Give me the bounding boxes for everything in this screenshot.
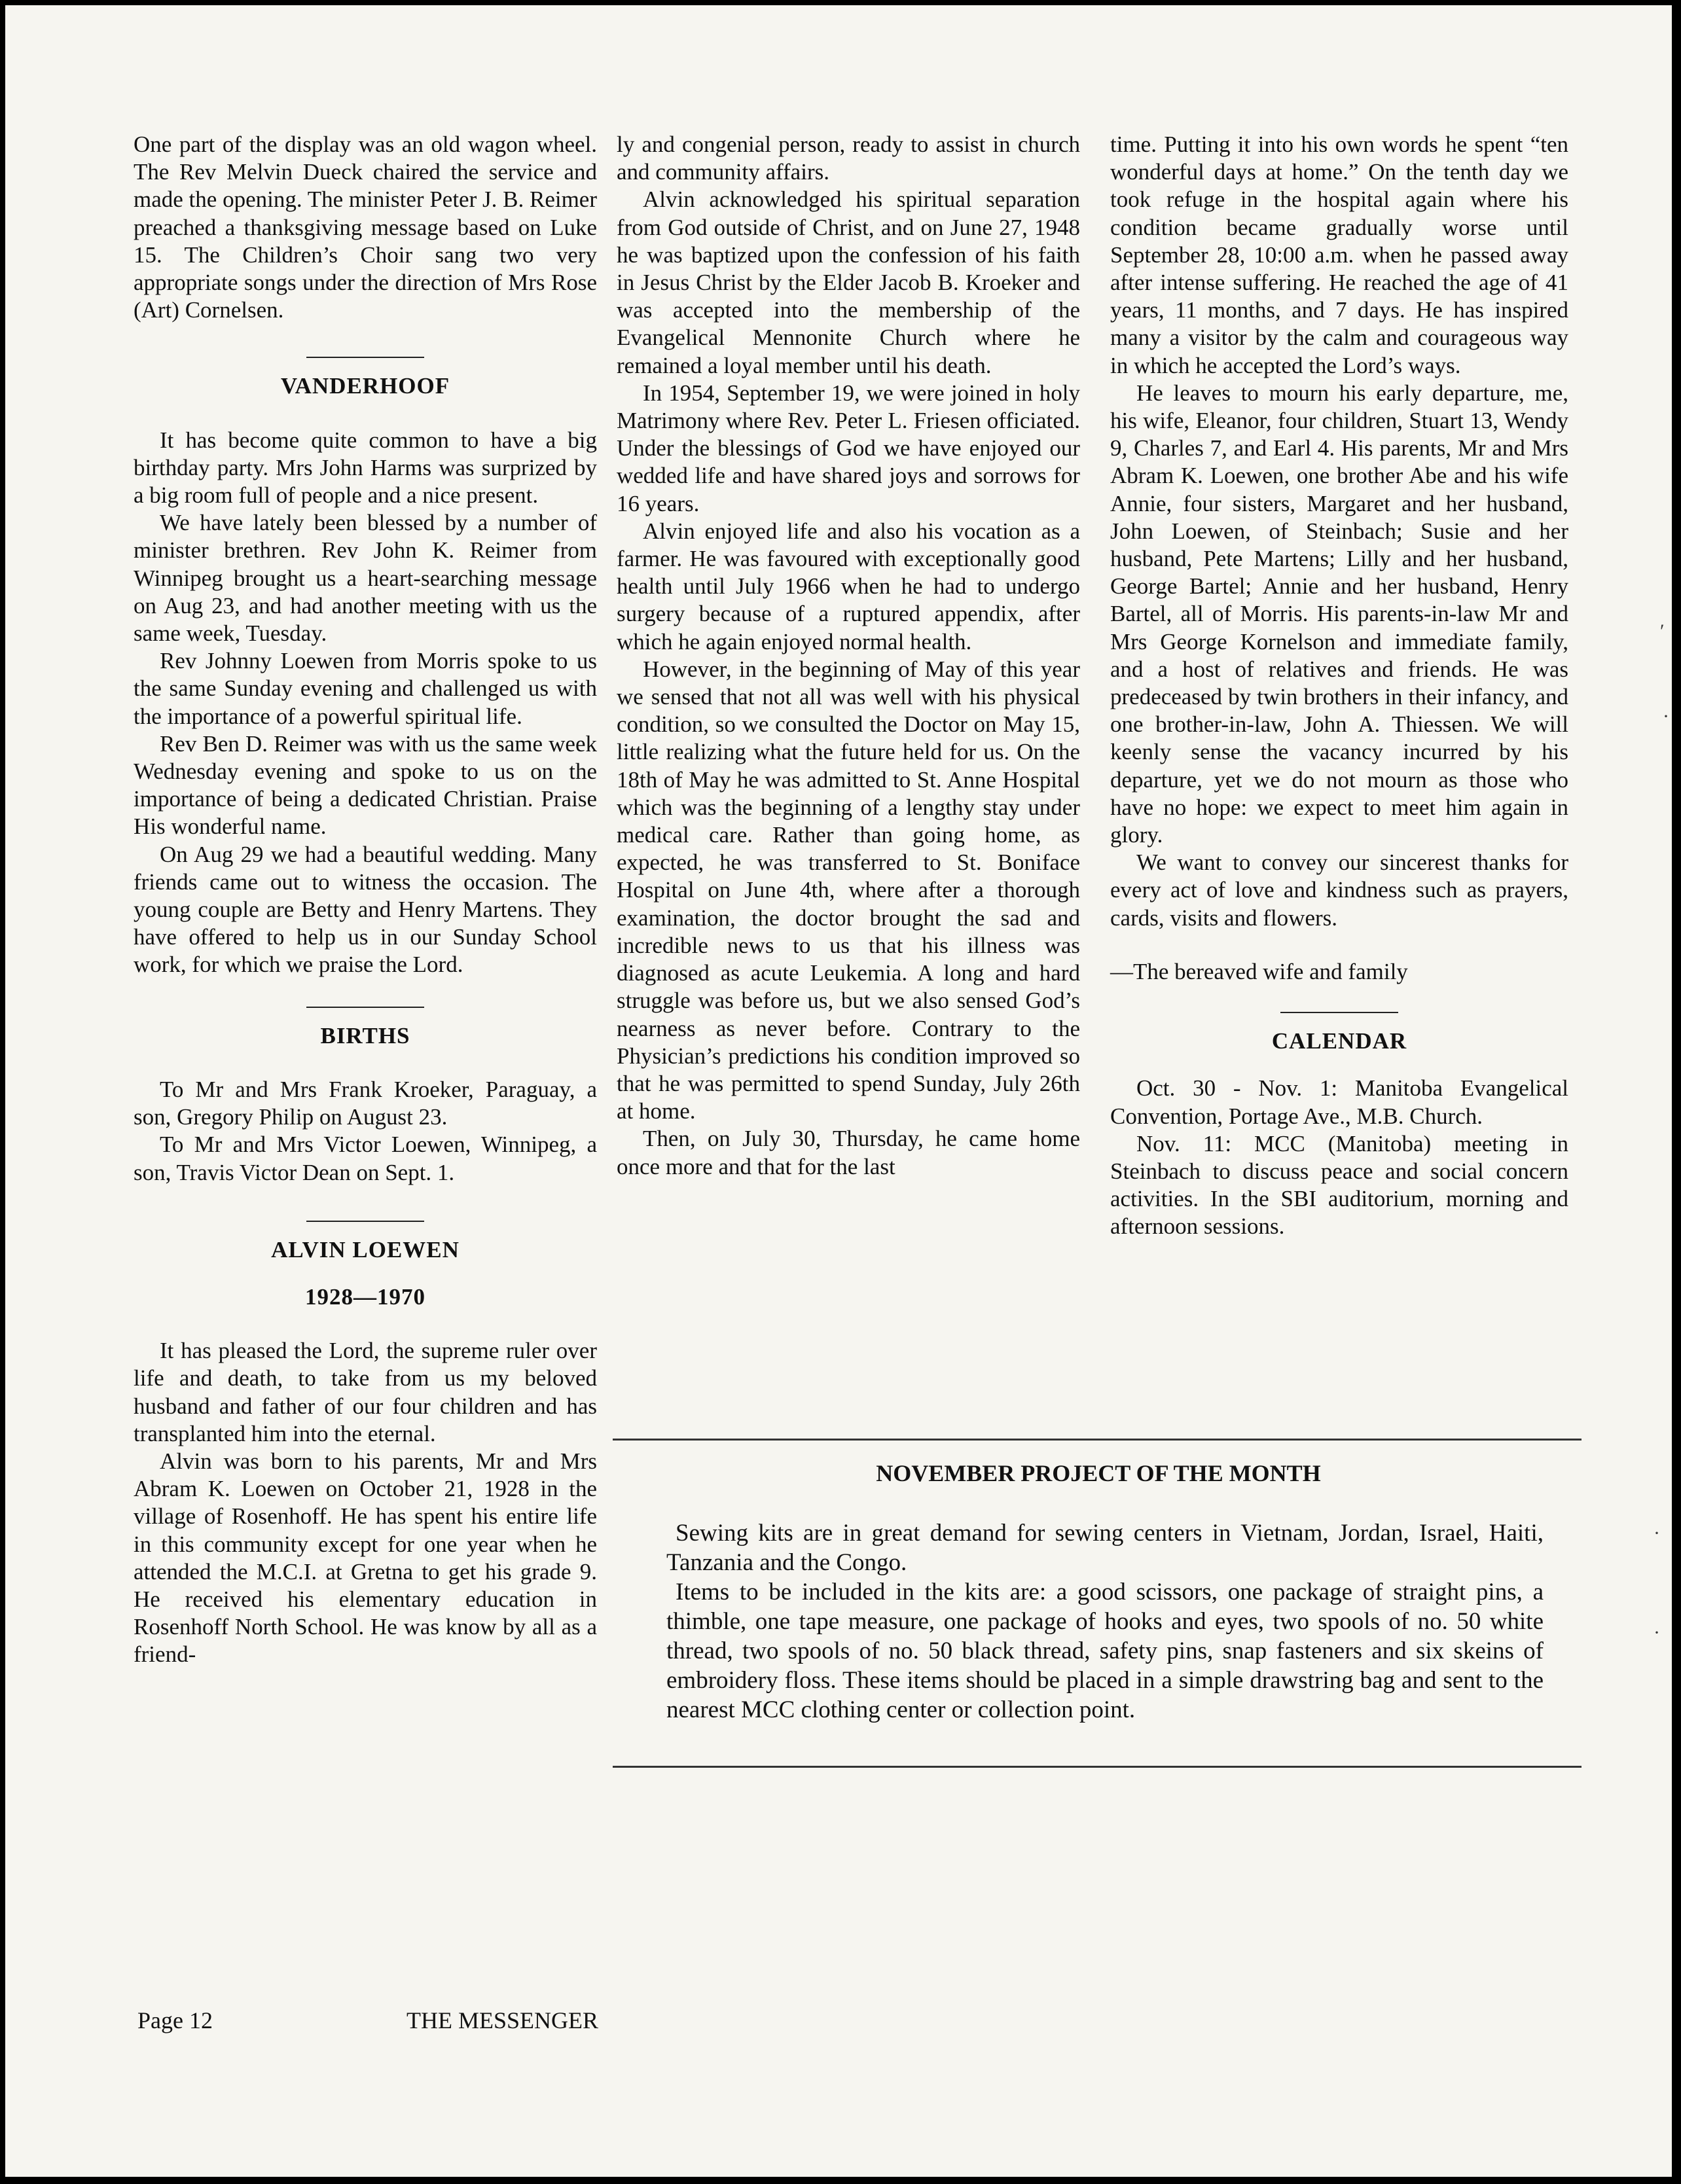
scan-mark: · xyxy=(1654,1522,1660,1544)
calendar-heading: CALENDAR xyxy=(1271,1028,1407,1054)
display-paragraph: One part of the display was an old wagon wheel. The Rev Melvin Dueck chaired the service and made the opening. The minister Peter J. B. Reimer preached a thanksgiving message based on Luke 15. The Children’s Choir sang two very appropriate songs under the direction of Mrs Rose (Art) Cornelsen. xyxy=(134,132,597,323)
obituary-paragraph: Alvin acknowledged his spiritual separation from God outside of Christ, and on June 27, 1948 he was baptized upon the confession of his faith in Jesus Christ by the Elder Jacob B. Kroeker and was accepted into the membership of the Evangelical Mennonite Church where he remained a loyal member until his death. xyxy=(617,187,1080,378)
project-heading: NOVEMBER PROJECT OF THE MONTH xyxy=(876,1460,1321,1486)
vanderhoof-paragraph: We have lately been blessed by a number of minister brethren. Rev John K. Reimer from Winnipeg brought us a heart-searching message on Aug 23, and had another meeting with us the same week, Tuesday. xyxy=(134,510,597,647)
vanderhoof-paragraph: On Aug 29 we had a beautiful wedding. Many friends came out to witness the occasion. The young couple are Betty and Henry Martens. They have offered to help us in our Sunday School work, for which we praise the Lord. xyxy=(134,841,597,978)
scan-mark: · xyxy=(1654,1622,1660,1643)
column-3 xyxy=(1110,131,1568,1241)
scan-mark: · xyxy=(1663,706,1669,727)
vanderhoof-paragraph: It has become quite common to have a big birthday party. Mrs John Harms was surprized by a big room full of people and a nice present. xyxy=(134,427,597,509)
page-footer xyxy=(137,2007,598,2034)
obituary-paragraph: Then, on July 30, Thursday, he came home once more and that for the last xyxy=(617,1126,1080,1179)
vanderhoof-heading: VANDERHOOF xyxy=(280,373,450,399)
obituary-paragraph: ly and congenial person, ready to assist in church and community affairs. xyxy=(617,132,1080,185)
project-bottom-rule xyxy=(613,1766,1582,1768)
publication-name: THE MESSENGER xyxy=(406,2007,598,2033)
obituary-paragraph: In 1954, September 19, we were joined in holy Matrimony where Rev. Peter L. Friesen officiated. Under the blessings of God we have enjoyed our wedded life and have shared joys and sorrows for 16 years. xyxy=(617,380,1080,516)
column-2 xyxy=(617,131,1080,1181)
obituary-paragraph: It has pleased the Lord, the supreme ruler over life and death, to take from us my beloved husband and father of our four children and has transplanted him into the eternal. xyxy=(134,1338,597,1446)
vanderhoof-paragraph: Rev Johnny Loewen from Morris spoke to us the same Sunday evening and challenged us with the importance of a powerful spiritual life. xyxy=(134,648,597,729)
obituary-paragraph: However, in the beginning of May of this year we sensed that not all was well with his physical condition, so we consulted the Doctor on May 15, little realizing what the future held for us. On the 18th of May he was admitted to St. Anne Hospital which was the beginning of a lengthy stay under medical care. Rather than going home, as expected, he was transferred to St. Boniface Hospital on June 4th, where after a thorough examination, the doctor brought the sad and incredible news to us that his illness was diagnosed as acute Leukemia. A long and hard struggle was before us, but we also sensed God’s nearness as never before. Contrary to the Physician’s predictions his condition improved so that he was permitted to spend Sunday, July 26th at home. xyxy=(617,656,1080,1124)
project-paragraph: Sewing kits are in great demand for sewing centers in Vietnam, Jordan, Israel, Haiti, Tanzania and the Congo. xyxy=(666,1520,1544,1576)
obituary-paragraph: Alvin enjoyed life and also his vocation as a farmer. He was favoured with exceptionally good health until July 1966 when he had to undergo surgery because of a ruptured appendix, after which he again enjoyed normal health. xyxy=(617,518,1080,654)
page-number: Page 12 xyxy=(137,2007,213,2033)
column-1 xyxy=(134,131,597,1669)
obituary-paragraph: He leaves to mourn his early departure, me, his wife, Eleanor, four children, Stuart 13, Wendy 9, Charles 7, and Earl 4. His parents, Mr and Mrs Abram K. Loewen, one brother Abe and his wife Annie, four sisters, Margaret and her husband, John Loewen, of Steinbach; Susie and her husband, Pete Martens; Lilly and her husband, George Bartel; Annie and her husband, Henry Bartel, all of Morris. His parents-in-law Mr and Mrs George Kornelson and immediate family, and a host of relatives and friends. He was predeceased by twin brothers in their infancy, and one brother-in-law, John A. Thiessen. We will keenly sense the vacancy incurred by his departure, yet we do not mourn as those who have no hope: we expect to meet him again in glory. xyxy=(1110,380,1568,848)
scan-mark: ′ xyxy=(1660,620,1665,642)
calendar-entry: Nov. 11: MCC (Manitoba) meeting in Steinbach to discuss peace and social concern activities. In the SBI auditorium, morning and afternoon sessions. xyxy=(1110,1130,1568,1240)
project-body xyxy=(666,1518,1544,1725)
birth-entry: To Mr and Mrs Victor Loewen, Winnipeg, a son, Travis Victor Dean on Sept. 1. xyxy=(134,1132,597,1185)
obituary-paragraph: We want to convey our sincerest thanks for every act of love and kindness such as prayers, cards, visits and flowers. xyxy=(1110,850,1568,931)
project-top-rule xyxy=(613,1439,1582,1441)
obituary-years: 1928—1970 xyxy=(305,1283,425,1310)
page xyxy=(5,5,1672,2177)
calendar-entry: Oct. 30 - Nov. 1: Manitoba Evangelical Convention, Portage Ave., M.B. Church. xyxy=(1110,1075,1568,1129)
vanderhoof-paragraph: Rev Ben D. Reimer was with us the same week Wednesday evening and spoke to us on the importance of being a dedicated Christian. Praise His wonderful name. xyxy=(134,730,597,840)
obituary-paragraph: time. Putting it into his own words he spent “ten wonderful days at home.” On the tenth day we took refuge in the hospital again where his condition became gradually worse until September 28, 10:00 a.m. when he passed away after intense suffering. He reached the age of 41 years, 11 months, and 7 days. He has inspired many a visitor by the calm and courageous way in which he accepted the Lord’s ways. xyxy=(1110,132,1568,378)
birth-entry: To Mr and Mrs Frank Kroeker, Paraguay, a son, Gregory Philip on August 23. xyxy=(134,1076,597,1130)
project-paragraph: Items to be included in the kits are: a good scissors, one package of straight pins, a thimble, one tape measure, one package of hooks and eyes, two spools of no. 50 white thread, two spools of no. 50 black thread, safety pins, snap fasteners and six skeins of embroidery floss. These items should be placed in a simple drawstring bag and sent to the nearest MCC clothing center or collection point. xyxy=(666,1579,1544,1723)
obituary-heading: ALVIN LOEWEN xyxy=(271,1236,460,1262)
obituary-paragraph: Alvin was born to his parents, Mr and Mrs Abram K. Loewen on October 21, 1928 in the village of Rosenhoff. He has spent his entire life in this community except for one year when he attended the M.C.I. at Gretna to get his grade 9. He received his elementary education in Rosenhoff North School. He was know by all as a friend- xyxy=(134,1448,597,1668)
births-heading: BIRTHS xyxy=(320,1022,410,1048)
obituary-signature: —The bereaved wife and family xyxy=(1110,958,1408,984)
